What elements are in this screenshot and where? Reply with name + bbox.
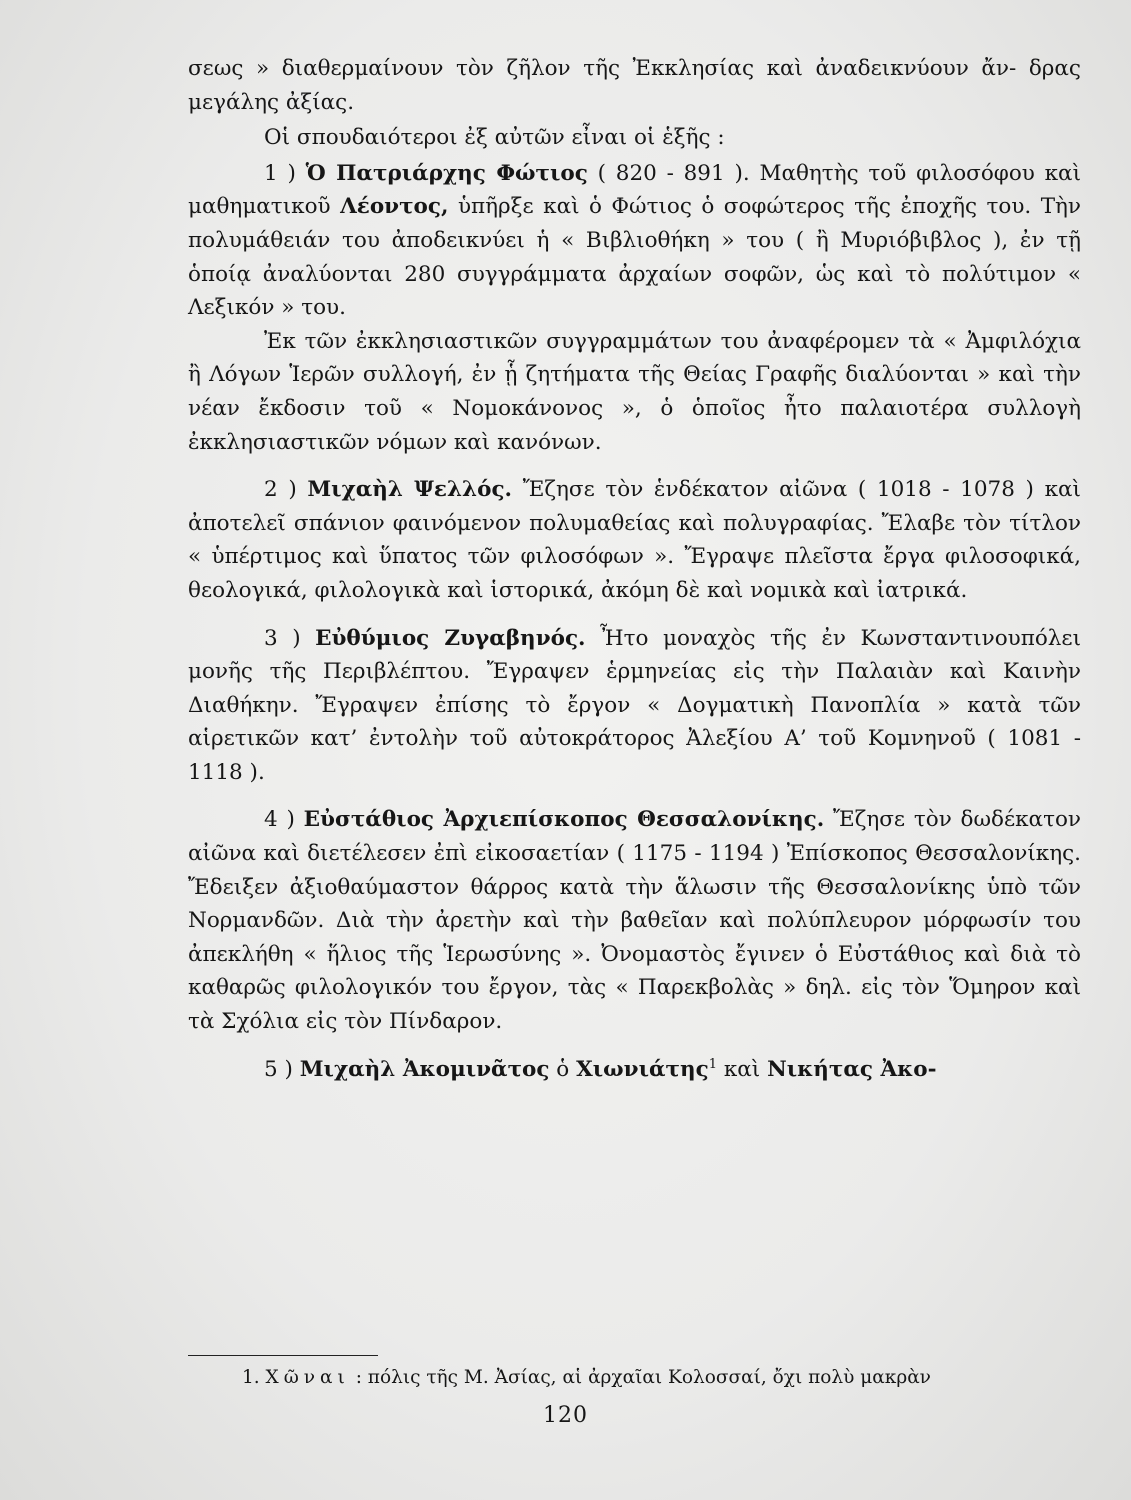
intro-line-2: δρας μεγάλης ἀξίας. xyxy=(188,56,1081,115)
entry-5 xyxy=(188,1053,1081,1087)
entry-1 xyxy=(188,157,1081,325)
footnote-text: : πόλις τῆς Μ. Ἀσίας, αἱ ἀρχαῖαι Κολοσσαί, ὄχι πολὺ μακρὰν xyxy=(355,1367,931,1388)
main-text xyxy=(188,52,1081,1086)
entry-number: 4 ) xyxy=(264,807,295,833)
entry-title: Εὐθύμιος Ζυγαβηνός. xyxy=(315,625,586,651)
page-number: 120 xyxy=(543,1403,588,1428)
entry-text: ὁ xyxy=(549,1056,577,1082)
footnote-spaced-word: Χῶναι xyxy=(265,1367,350,1388)
entry-bold-name: Λέοντος, xyxy=(340,194,449,220)
entry-title: Χιωνιάτης xyxy=(576,1056,709,1082)
intro-paragraph xyxy=(188,52,1081,119)
footnote-divider xyxy=(188,1355,378,1356)
intro-line-1: σεως » διαθερμαίνουν τὸν ζῆλον τῆς Ἐκκλησίας καὶ ἀναδεικνύουν ἄν- xyxy=(188,56,1017,81)
entry-title: Νικήτας Ἀκο- xyxy=(767,1056,937,1082)
entry-text: Ἦτο μοναχὸς τῆς ἐν Κωνσταντινουπόλει μονῆς τῆς Περιβλέπτου. Ἔγραψεν ἑρμηνείας εἰς τὴν Παλαιὰν καὶ Καινὴν Διαθήκην. Ἔγραψεν ἐπίσης τὸ ἔργον « Δογματικὴ Πανοπλία » κατὰ τῶν αἱρετικῶν κατ’ ἐντολὴν τοῦ αὐτοκράτορος Ἀλεξίου Α’ τοῦ Κομνηνοῦ ( 1081 - 1118 ). xyxy=(188,625,1082,785)
entry-title: Μιχαὴλ Ἀκομινᾶτος xyxy=(299,1056,550,1082)
entry-title: Ὁ Πατριάρχης Φώτιος xyxy=(305,160,588,186)
entry-4 xyxy=(188,803,1081,1038)
entry-text: Ἔζησε τὸν ἑνδέκατον αἰῶνα ( 1018 - 1078 ) καὶ ἀποτελεῖ σπάνιον φαινόμενον πολυμαθείας καὶ πολυγραφίας. Ἔλαβε τὸν τίτλον « ὑπέρτιμος καὶ ὕπατος τῶν φιλοσόφων ». Ἔγραψε πλεῖστα ἔργα φιλοσοφικά, θεολογικά, φιλολογικὰ καὶ ἱστορικά, ἀκόμη δὲ καὶ νομικὰ καὶ ἰατρικά. xyxy=(188,477,1081,603)
entry-1-continuation: Ἐκ τῶν ἐκκλησιαστικῶν συγγραμμάτων του ἀναφέρομεν τὰ « Ἀμφιλόχια ἢ Λόγων Ἱερῶν συλλογή, ἐν ᾗ ζητήματα τῆς Θείας Γραφῆς διαλύονται » καὶ τὴν νέαν ἔκδοσιν τοῦ « Νομοκάνονος », ὁ ὁποῖος ἦτο παλαιοτέρα συλλογὴ ἐκκλησιαστικῶν νόμων καὶ κανόνων. xyxy=(188,328,1081,455)
entry-text: καὶ xyxy=(717,1056,768,1082)
entry-number: 5 ) xyxy=(264,1056,293,1082)
entry-title: Μιχαὴλ Ψελλός. xyxy=(307,477,513,503)
entry-number: 3 ) xyxy=(264,625,301,651)
footnote-marker: 1 xyxy=(708,1056,717,1072)
entry-2 xyxy=(188,473,1081,607)
entry-text: ( 820 - 891 ). Μαθητὴς τοῦ φιλοσόφου καὶ μαθηματικοῦ xyxy=(188,160,1082,220)
entry-number: 2 ) xyxy=(264,477,297,503)
entry-text: ὑπῆρξε καὶ ὁ Φώτιος ὁ σοφώτερος τῆς ἐποχῆς του. Τὴν πολυμάθειάν του ἀποδεικνύει ἡ « Βιβλιοθήκη » του ( ἢ Μυριόβιβλος ), ἐν τῇ ὁποίᾳ ἀναλύονται 280 συγγράμματα ἀρχαίων σοφῶν, ὡς καὶ τὸ πολύτιμον « Λεξικόν » του. xyxy=(188,194,1081,321)
intro-lead: Οἱ σπουδαιότεροι ἐξ αὐτῶν εἶναι οἱ ἑξῆς : xyxy=(264,125,725,151)
footnote xyxy=(242,1364,1082,1392)
entry-text: Ἔζησε τὸν δωδέκατον αἰῶνα καὶ διετέλεσεν ἐπὶ εἰκοσαετίαν ( 1175 - 1194 ) Ἐπίσκοπος Θεσσαλονίκης. Ἔδειξεν ἀξιοθαύμαστον θάρρος κατὰ τὴν ἅλωσιν τῆς Θεσσαλονίκης ὑπὸ τῶν Νορμανδῶν. Διὰ τὴν ἀρετὴν καὶ τὴν βαθεῖαν καὶ πολύπλευρον μόρφωσίν του ἀπεκλήθη « ἥλιος τῆς Ἱερωσύνης ». Ὀνομαστὸς ἔγινεν ὁ Εὐστάθιος καὶ διὰ τὸ καθαρῶς φιλολογικόν του ἔργον, τὰς « Παρεκβολὰς » δηλ. εἰς τὸν Ὅμηρον καὶ τὰ Σχόλια εἰς τὸν Πίνδαρον. xyxy=(188,807,1081,1035)
entry-title: Εὐστάθιος Ἀρχιεπίσκοπος Θεσσαλονίκης. xyxy=(303,807,825,833)
footnote-label: 1. xyxy=(242,1367,260,1388)
entry-3 xyxy=(188,622,1081,790)
entry-number: 1 ) xyxy=(264,160,296,186)
